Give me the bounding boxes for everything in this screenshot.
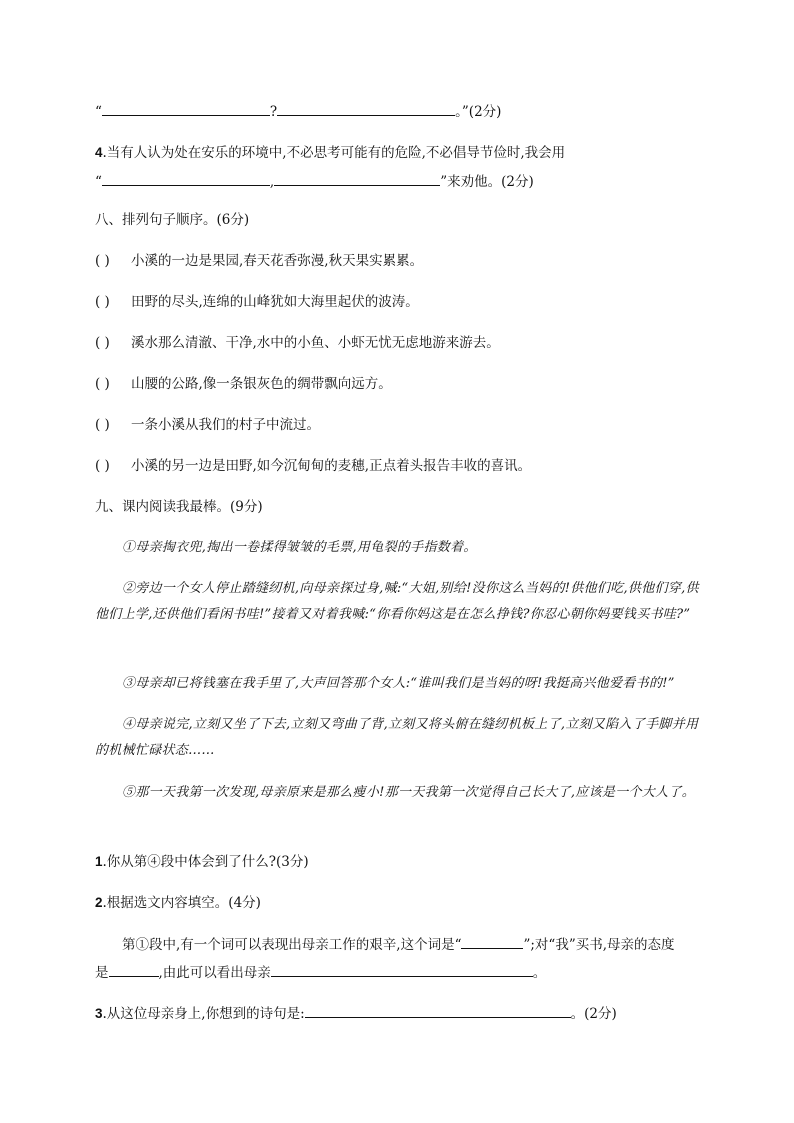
question-text: .当有人认为处在安乐的环境中,不必思考可能有的危险,不必倡导节俭时,我会用 <box>102 145 566 161</box>
sentence-item <box>95 251 423 271</box>
close-text: ”来劝他。(2分) <box>440 174 534 190</box>
question-text: .你从第④段中体会到了什么?(3分) <box>102 854 309 870</box>
question-number: 2 <box>95 895 103 910</box>
sentence-text: 一条小溪从我们的村子中流过。 <box>131 417 320 433</box>
close-text: 。”(2分) <box>455 104 502 120</box>
section-9-heading: 九、课内阅读我最棒。(9分) <box>95 499 263 515</box>
fill-text: 第①段中,有一个词可以表现出母亲工作的艰辛,这个词是“ <box>122 937 462 953</box>
fill-text: ,由此可以看出母亲 <box>158 965 271 981</box>
answer-blank[interactable] <box>277 101 455 116</box>
answer-blank[interactable] <box>109 962 159 977</box>
sentence-text: 田野的尽头,连绵的山峰犹如大海里起伏的波涛。 <box>131 294 419 310</box>
passage-paragraph-1: ①母亲掏衣兜,掏出一卷揉得皱皱的毛票,用龟裂的手指数着。 <box>122 540 477 555</box>
question-mark: ? <box>269 104 278 120</box>
sentence-text: 小溪的另一边是田野,如今沉甸甸的麦穗,正点着头报告丰收的喜讯。 <box>131 458 532 474</box>
answer-blank[interactable] <box>271 962 533 977</box>
fill-line-1 <box>122 934 675 955</box>
order-blank[interactable]: ( ) <box>95 294 110 310</box>
question-3 <box>95 1003 617 1024</box>
passage-paragraph-5: ⑤那一天我第一次发现,母亲原来是那么瘦小!那一天我第一次觉得自己长大了,应该是一个大人了。 <box>122 785 695 800</box>
order-blank[interactable]: ( ) <box>95 335 110 351</box>
question-number: 1 <box>95 854 103 869</box>
sentence-item <box>95 374 392 394</box>
question-number: 3 <box>95 1006 103 1021</box>
question-number: 4 <box>95 145 103 160</box>
question-2 <box>95 893 261 913</box>
fill-text: ”;对“我”买书,母亲的态度 <box>523 937 675 953</box>
passage-paragraph-4: ④母亲说完,立刻又坐了下去,立刻又弯曲了背,立刻又将头俯在缝纫机板上了,立刻又陷入了手脚并用的机械忙碌状态…… <box>95 717 699 758</box>
order-blank[interactable]: ( ) <box>95 458 110 474</box>
question-1 <box>95 852 309 872</box>
fill-text: 。 <box>532 965 547 981</box>
sentence-text: 溪水那么清澈、干净,水中的小鱼、小虾无忧无虑地游来游去。 <box>131 335 500 351</box>
close-text: 。(2分) <box>570 1006 617 1022</box>
fill-text: 是 <box>95 965 109 981</box>
comma: , <box>269 174 275 190</box>
sentence-item <box>95 415 320 435</box>
section-8-heading: 八、排列句子顺序。(6分) <box>95 212 250 228</box>
sentence-item <box>95 456 531 476</box>
q4-answer-line <box>95 171 534 192</box>
sentence-text: 小溪的一边是果园,春天花香弥漫,秋天果实累累。 <box>131 253 424 269</box>
open-quote: “ <box>95 174 102 190</box>
question-text: .根据选文内容填空。(4分) <box>102 895 261 911</box>
q3-answer-line <box>95 101 501 122</box>
answer-blank[interactable] <box>305 1003 571 1018</box>
fill-line-2 <box>95 962 546 983</box>
open-quote: “ <box>95 104 102 120</box>
answer-blank[interactable] <box>274 171 440 186</box>
order-blank[interactable]: ( ) <box>95 376 110 392</box>
sentence-item <box>95 333 500 353</box>
answer-blank[interactable] <box>102 101 270 116</box>
answer-blank[interactable] <box>102 171 270 186</box>
passage-paragraph-2: ②旁边一个女人停止踏缝纫机,向母亲探过身,喊:“大姐,别给!没你这么当妈的!供他们吃,供他们穿,供他们上学,还供他们看闲书哇!”接着又对着我喊:“你看你妈这是在怎么挣钱?你忍心朝你妈要钱买书哇?” <box>95 581 699 622</box>
question-4 <box>95 143 565 163</box>
sentence-item <box>95 292 419 312</box>
question-text: .从这位母亲身上,你想到的诗句是: <box>102 1006 305 1022</box>
order-blank[interactable]: ( ) <box>95 253 110 269</box>
sentence-text: 山腰的公路,像一条银灰色的绸带飘向远方。 <box>131 376 392 392</box>
order-blank[interactable]: ( ) <box>95 417 110 433</box>
answer-blank[interactable] <box>461 934 523 949</box>
passage-paragraph-3: ③母亲却已将钱塞在我手里了,大声回答那个女人:“谁叫我们是当妈的呀!我挺高兴他爱看书的!” <box>122 676 675 691</box>
